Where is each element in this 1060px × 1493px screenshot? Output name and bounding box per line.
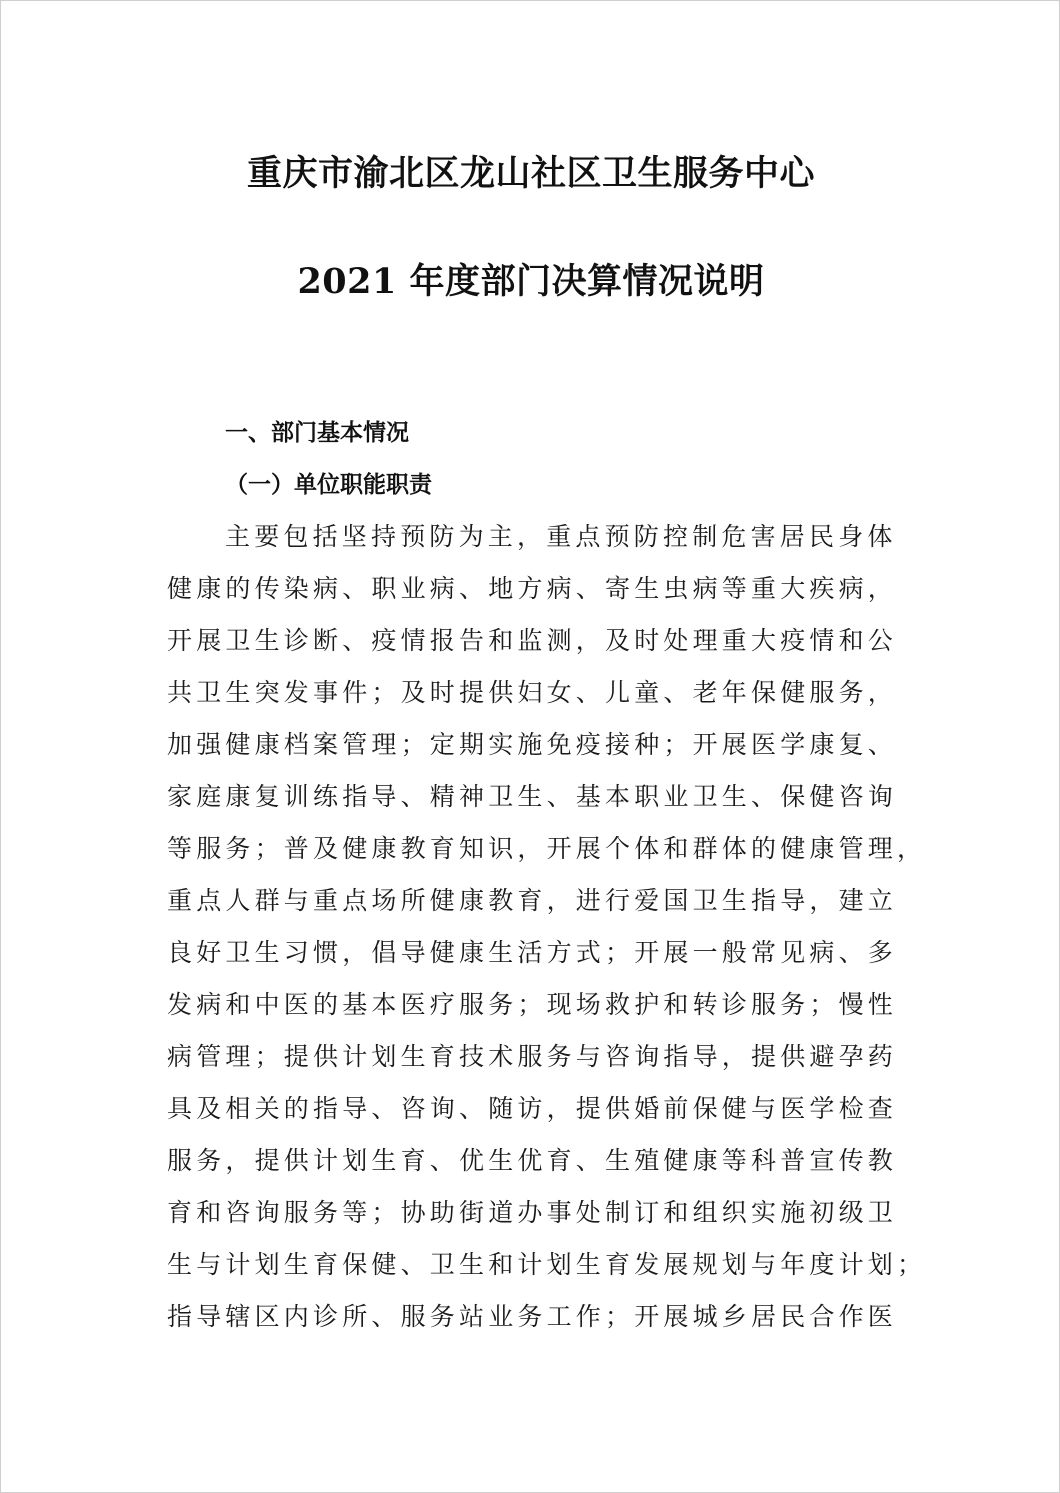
section-heading: 一、部门基本情况: [225, 420, 409, 446]
subsection-heading: （一）单位职能职责: [225, 472, 432, 498]
body-line-8: 重点人群与重点场所健康教育，进行爱国卫生指导，建立: [167, 886, 898, 915]
body-line-16: 指导辖区内诊所、服务站业务工作；开展城乡居民合作医: [167, 1302, 898, 1331]
body-line-6: 家庭康复训练指导、精神卫生、基本职业卫生、保健咨询: [167, 782, 898, 811]
body-line-10: 发病和中医的基本医疗服务；现场救护和转诊服务；慢性: [167, 990, 898, 1019]
body-line-3: 开展卫生诊断、疫情报告和监测，及时处理重大疫情和公: [167, 626, 898, 655]
document-title-line-1: 重庆市渝北区龙山社区卫生服务中心: [246, 153, 815, 194]
body-line-1: 主要包括坚持预防为主，重点预防控制危害居民身体: [225, 522, 897, 551]
body-line-11: 病管理；提供计划生育技术服务与咨询指导，提供避孕药: [167, 1042, 898, 1071]
body-line-5: 加强健康档案管理；定期实施免疫接种；开展医学康复、: [167, 730, 898, 759]
body-line-9: 良好卫生习惯，倡导健康生活方式；开展一般常见病、多: [167, 938, 898, 967]
body-line-2: 健康的传染病、职业病、地方病、寄生虫病等重大疾病，: [167, 574, 898, 603]
document-title-line-2: 2021 年度部门决算情况说明: [297, 261, 765, 302]
body-line-15: 生与计划生育保健、卫生和计划生育发展规划与年度计划；: [167, 1250, 927, 1279]
body-line-13: 服务，提供计划生育、优生优育、生殖健康等科普宣传教: [167, 1146, 898, 1175]
body-line-4: 共卫生突发事件；及时提供妇女、儿童、老年保健服务，: [167, 678, 898, 707]
body-line-12: 具及相关的指导、咨询、随访，提供婚前保健与医学检查: [167, 1094, 898, 1123]
body-line-14: 育和咨询服务等；协助街道办事处制订和组织实施初级卫: [167, 1198, 898, 1227]
body-line-7: 等服务；普及健康教育知识，开展个体和群体的健康管理，: [167, 834, 927, 863]
